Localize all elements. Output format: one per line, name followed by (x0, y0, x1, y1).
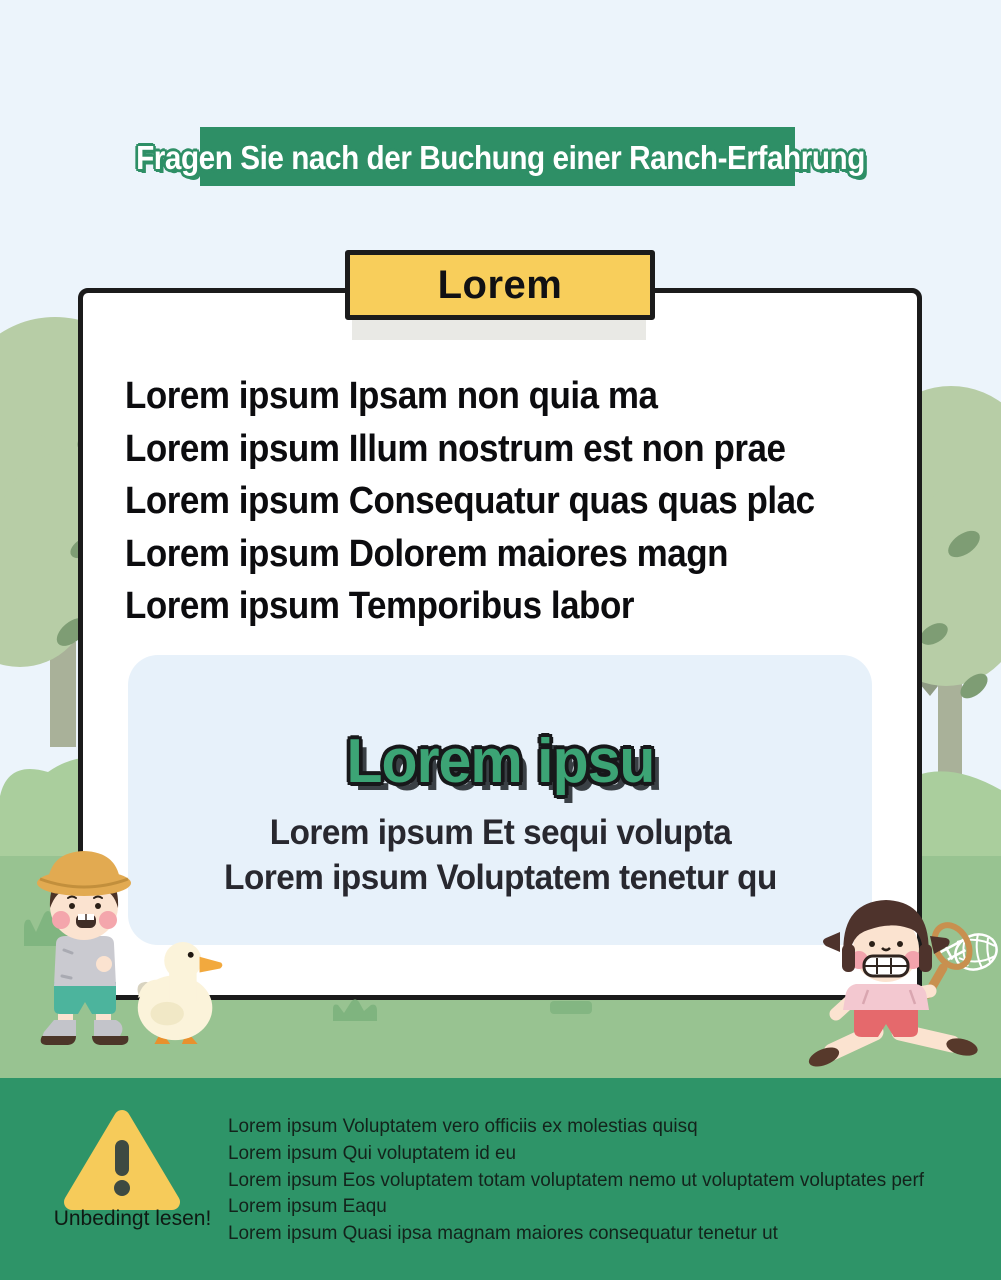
footer-note-line: Lorem ipsum Voluptatem vero officiis ex molestias quisq (228, 1115, 698, 1137)
duck-illustration (126, 936, 228, 1054)
footer-note-line: Lorem ipsum Eos voluptatem totam voluptatem nemo ut voluptatem voluptates perf (228, 1168, 925, 1191)
warning-label: Unbedingt lesen! (53, 1207, 212, 1230)
card-line: Lorem ipsum Illum nostrum est non prae (125, 427, 786, 470)
footer-note-line: Lorem ipsum Eaqu (228, 1195, 387, 1218)
grass-tuft-icon (333, 999, 381, 1021)
title-box (345, 250, 655, 320)
card-line: Lorem ipsum Dolorem maiores magn (125, 532, 729, 575)
page-title: Fragen Sie nach der Buchung einer Ranch-Erfahrung (136, 139, 865, 176)
highlight-panel (128, 655, 872, 945)
footer-notes (228, 1113, 998, 1247)
highlight-line: Lorem ipsum Et sequi volupta (269, 813, 732, 852)
footer-note-line: Lorem ipsum Qui voluptatem id eu (228, 1141, 517, 1164)
girl-character-illustration (780, 892, 998, 1074)
card-line: Lorem ipsum Ipsam non quia ma (125, 375, 658, 417)
footer-note-line: Lorem ipsum Quasi ipsa magnam maiores consequatur tenetur ut (228, 1222, 778, 1245)
card-line: Lorem ipsum Temporibus labor (125, 585, 635, 627)
card-line: Lorem ipsum Consequatur quas quas plac (125, 480, 815, 522)
highlight-title: Lorem ipsu (346, 727, 655, 796)
warning-triangle-icon (62, 1108, 182, 1212)
grass-tuft-icon (550, 1001, 592, 1014)
card-lines (125, 370, 895, 633)
title-box-label: Lorem (437, 262, 563, 307)
highlight-line: Lorem ipsum Voluptatem tenetur qu (224, 858, 777, 897)
